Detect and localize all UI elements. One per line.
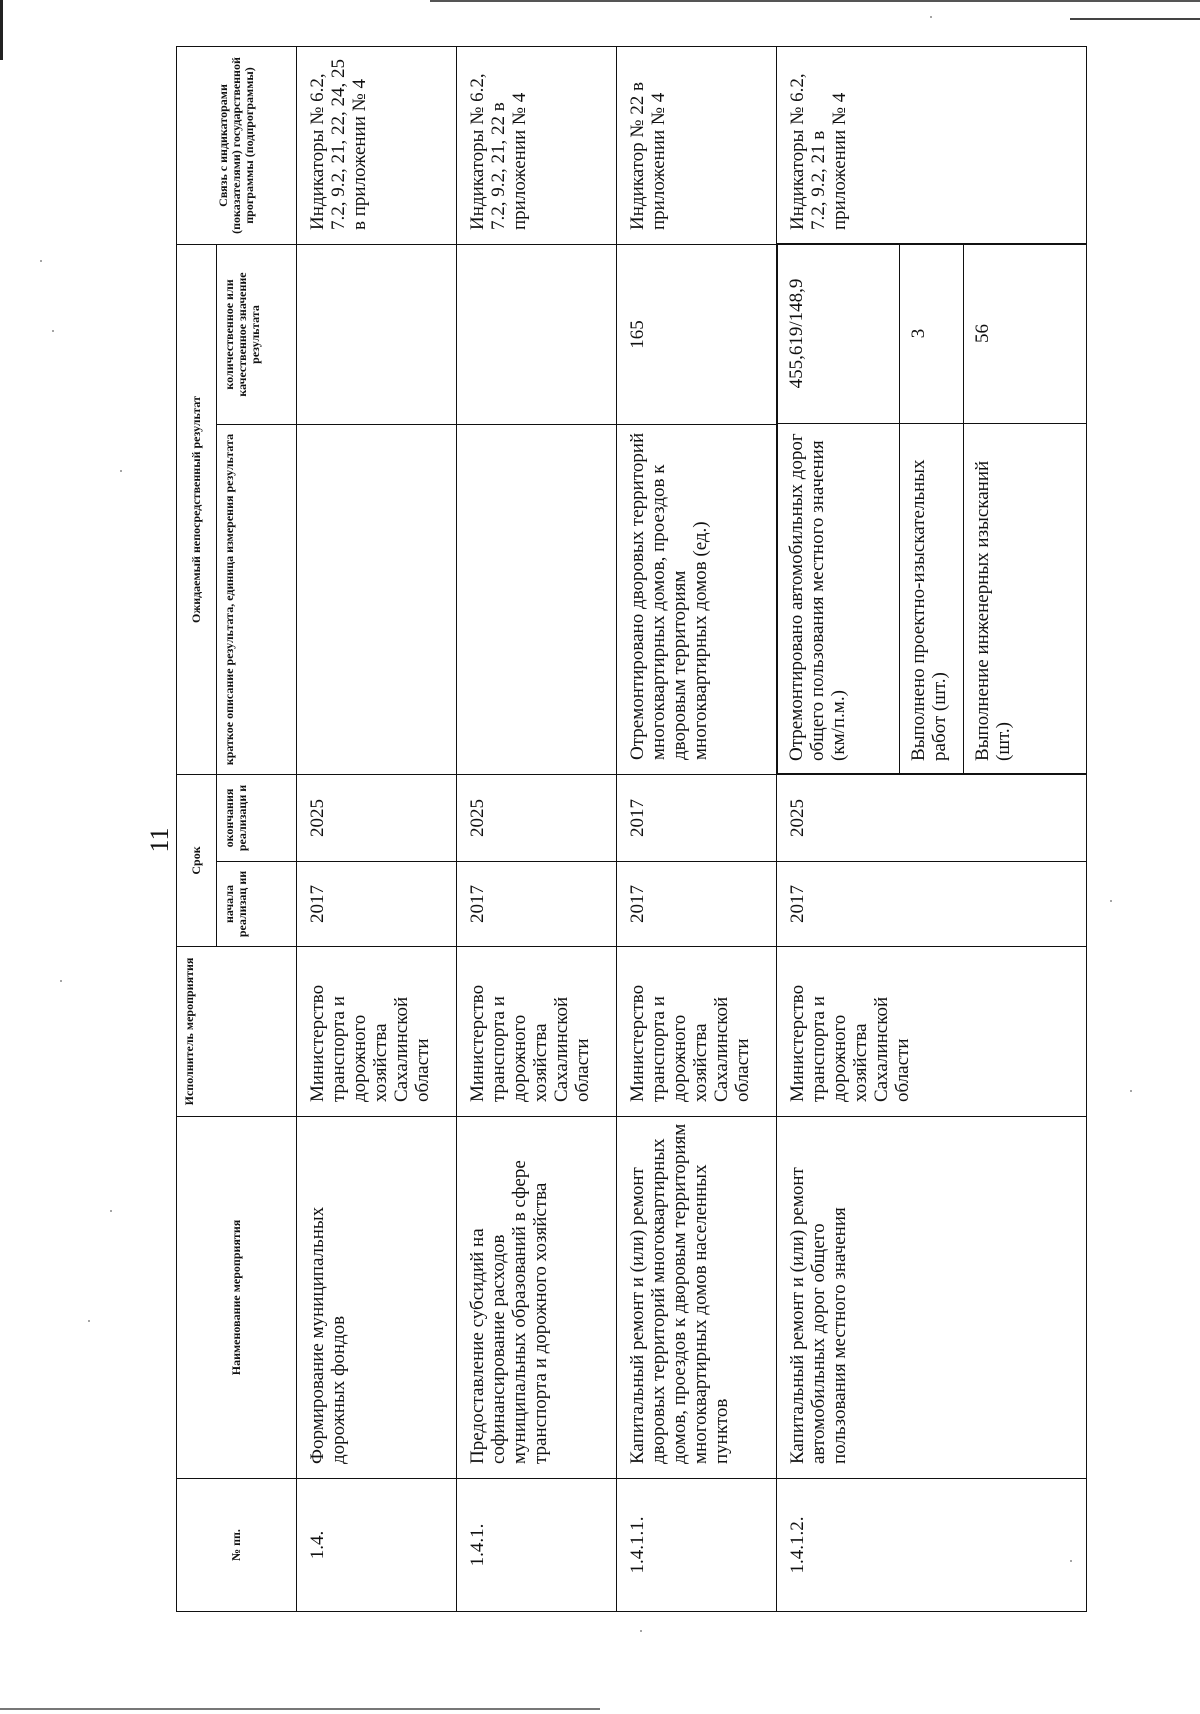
scan-speck (640, 1630, 642, 1632)
header-term: Срок (177, 774, 217, 946)
result-value (297, 245, 311, 424)
scan-speck (1110, 900, 1112, 902)
result-value: 165 (627, 320, 648, 349)
result-description (457, 425, 471, 774)
end-year: 2025 (467, 799, 488, 837)
row-number: 1.4. (307, 1530, 328, 1560)
result-description: Отремонтировано автомобильных дорог общего пользования местного значения (км/п.м.) (786, 433, 849, 761)
measure-name: Капитальный ремонт и (или) ремонт автомобильных дорог общего пользования местного значения (787, 1167, 850, 1464)
rotated-page (176, 47, 1086, 1612)
row-number: 1.4.1.1. (627, 1516, 648, 1574)
scan-speck (930, 16, 932, 18)
header-result: Ожидаемый непосредственный результат (177, 244, 217, 774)
header-name: Наименование мероприятия (177, 1117, 297, 1479)
table-row (297, 46, 457, 1611)
header-num: № пп. (177, 1479, 297, 1612)
plan-table (176, 46, 1087, 1612)
result-value: 455,619/148,9 (786, 278, 807, 389)
measure-name: Капитальный ремонт и (или) ремонт дворовых территорий многоквартирных домов, проездов к дворовым территориям многоквартирных домов населенных пунктов (627, 1123, 732, 1464)
result-row (964, 243, 1087, 773)
scan-edge-left (0, 0, 3, 60)
header-result-value: количественное или качественное значение результата (217, 244, 297, 424)
scan-speck (40, 260, 42, 262)
indicator-link: Индикаторы № 6.2, 7.2, 9.2, 21 в приложении № 4 (787, 73, 850, 230)
end-year: 2025 (307, 799, 328, 837)
page-number: 11 (145, 827, 174, 853)
start-year: 2017 (787, 885, 808, 923)
result-row (900, 243, 964, 773)
indicator-link: Индикаторы № 6.2, 7.2, 9.2, 21, 22 в приложении № 4 (467, 73, 530, 230)
result-description: Выполнено проектно-изыскательных работ (шт.) (908, 459, 950, 761)
header-start: начала реализац ии (217, 862, 297, 947)
table-row (777, 46, 1087, 1611)
measure-name: Предоставление субсидий на софинансирование расходов муниципальных образований в сфере транспорта и дорожного хозяйства (467, 1160, 551, 1464)
scan-speck (120, 470, 122, 472)
start-year: 2017 (627, 885, 648, 923)
results-block (777, 244, 1087, 774)
executor: Министерство транспорта и дорожного хозяйства Сахалинской области (307, 984, 433, 1102)
header-link: Связь с индикаторами (показателями) государственной программы (подпрограммы) (177, 46, 297, 244)
executor: Министерство транспорта и дорожного хозяйства Сахалинской области (787, 984, 913, 1102)
table-row (617, 46, 777, 1611)
table-row (457, 46, 617, 1611)
scan-speck (88, 1320, 90, 1322)
result-row (778, 243, 900, 773)
scan-speck (60, 980, 62, 982)
executor: Министерство транспорта и дорожного хозяйства Сахалинской области (467, 984, 593, 1102)
header-end: окончания реализаци и (217, 774, 297, 861)
scan-edge-right-top (1070, 18, 1200, 20)
row-number: 1.4.1. (467, 1523, 488, 1567)
header-result-desc: краткое описание результата, единица измерения результата (217, 424, 297, 774)
scan-speck (52, 330, 54, 332)
result-value (457, 245, 471, 424)
start-year: 2017 (467, 885, 488, 923)
row-number: 1.4.1.2. (787, 1516, 808, 1574)
scan-edge-bottom (0, 1708, 600, 1710)
scan-speck (1070, 1560, 1072, 1562)
indicator-link: Индикаторы № 6.2, 7.2, 9.2, 21, 22, 24, 25 в приложении № 4 (307, 58, 370, 230)
result-value: 56 (972, 323, 993, 343)
end-year: 2025 (787, 799, 808, 837)
result-description: Отремонтировано дворовых территорий многоквартирных домов, проездов к дворовым территориям многоквартирных домов (ед.) (627, 432, 711, 760)
executor: Министерство транспорта и дорожного хозяйства Сахалинской области (627, 984, 753, 1102)
indicator-link: Индикатор № 22 в приложении № 4 (627, 81, 669, 230)
results-subtable (777, 243, 1086, 774)
header-row-1 (177, 46, 217, 1611)
header-executor: Исполнитель мероприятия (177, 947, 297, 1117)
result-description: Выполнение инженерных изысканий (шт.) (972, 460, 1014, 761)
result-description (297, 425, 311, 774)
scan-speck (110, 1210, 112, 1212)
start-year: 2017 (307, 885, 328, 923)
scan-speck (1130, 1090, 1132, 1092)
result-value: 3 (908, 328, 929, 339)
end-year: 2017 (627, 799, 648, 837)
scan-edge-top (430, 0, 1200, 2)
measure-name: Формирование муниципальных дорожных фондов (307, 1206, 349, 1464)
